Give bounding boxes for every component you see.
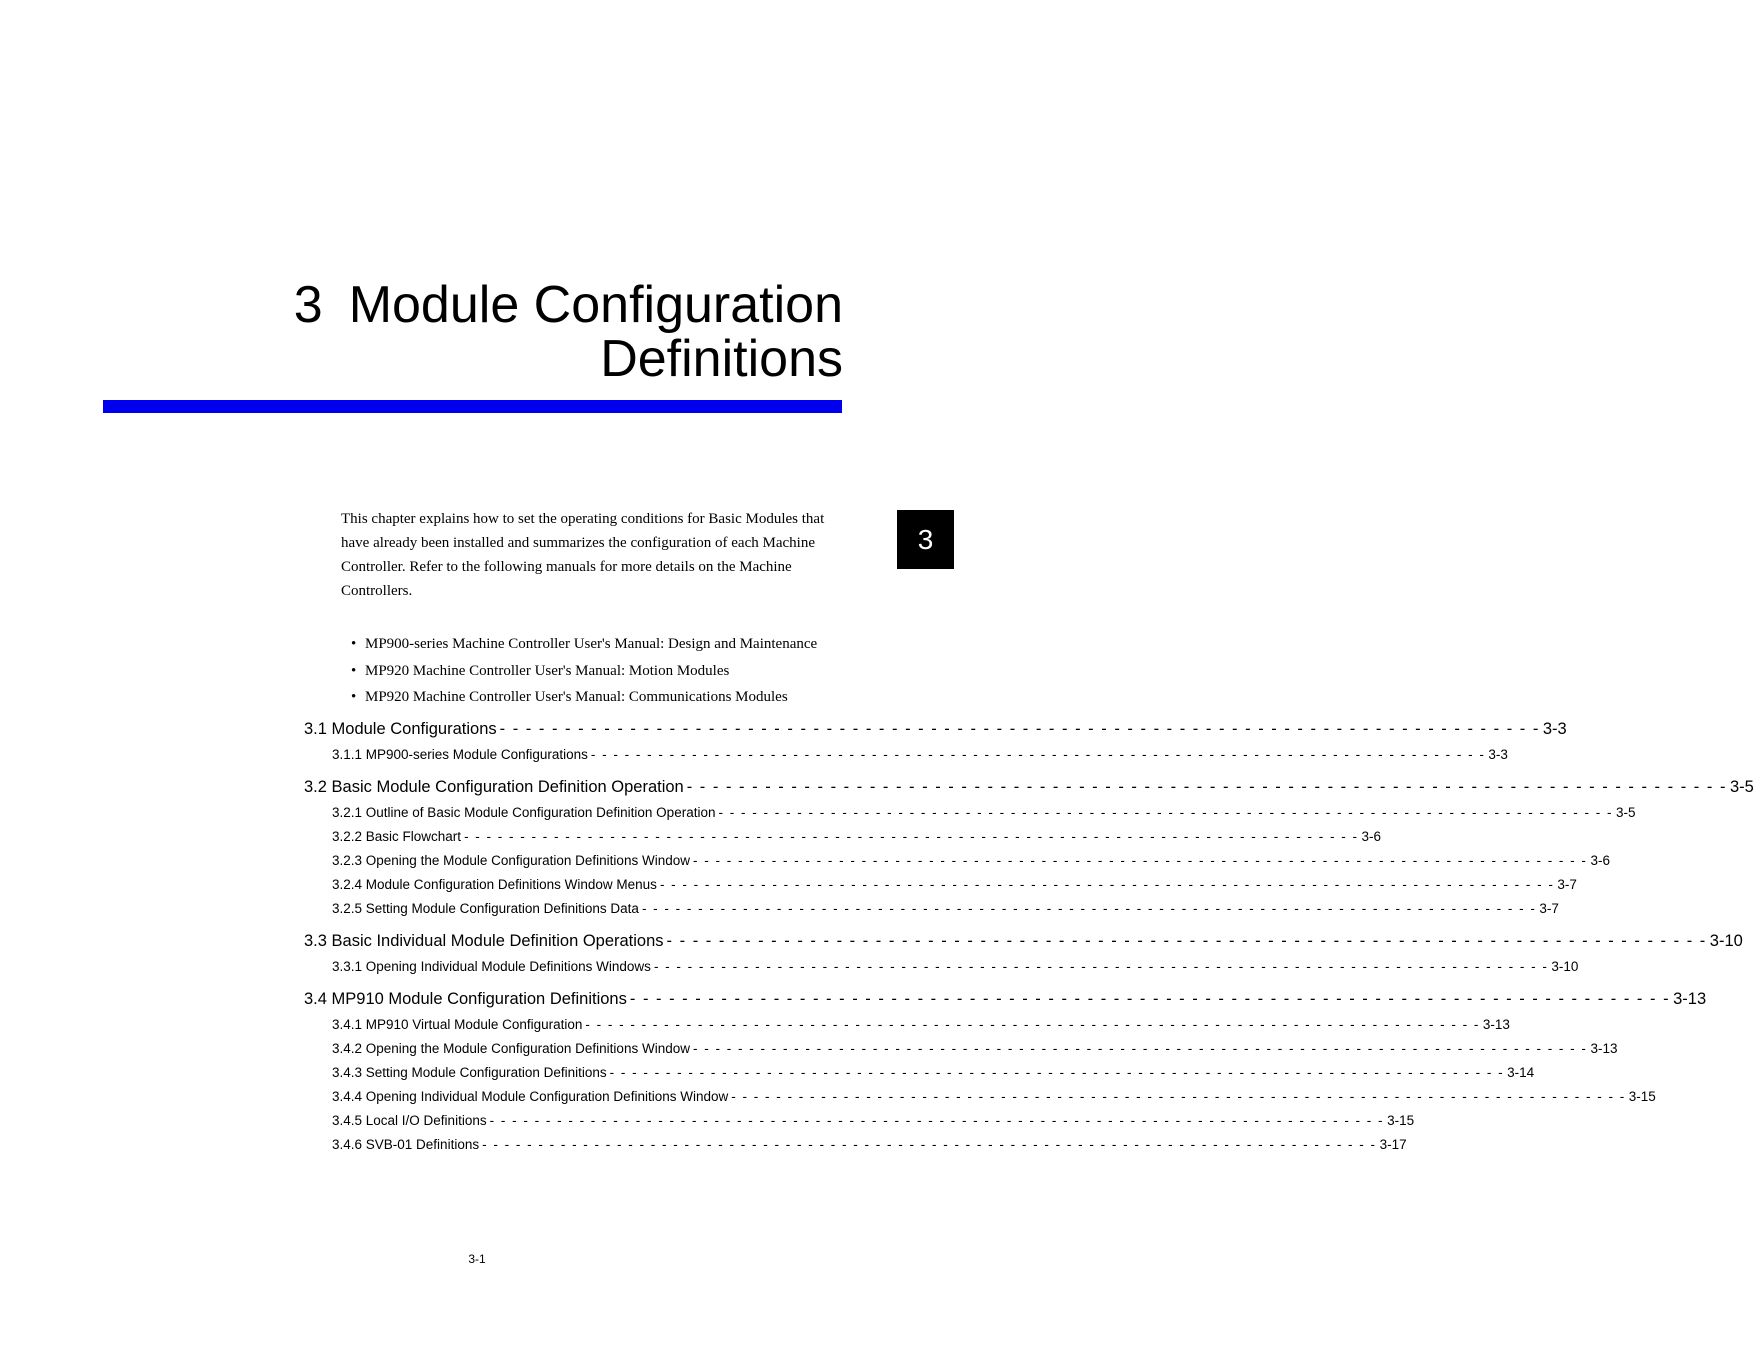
toc-leader: - - - - - - - - - - - - - - - - - - - - - - - - - - - - - - - - - - - - - - - - - - - - - - - - - - - - - - - - - - - - - - - - - - - - - - - - - - - - - - - - [692,853,1588,868]
toc-leader: - - - - - - - - - - - - - - - - - - - - - - - - - - - - - - - - - - - - - - - - - - - - - - - - - - - - - - - - - - - - - - - - - - - - - - - - - - - - - - - - [731,1089,1626,1104]
toc-entry-page: 3-3 [1542,720,1567,738]
toc-entry-subsection[interactable] [332,747,1508,765]
manual-list-item [351,631,817,658]
toc-leader: - - - - - - - - - - - - - - - - - - - - - - - - - - - - - - - - - - - - - - - - - - - - - - - - - - - - - - - - - - - - - - - - - - - - - - - - - - - - - - - - [653,959,1549,974]
toc-leader: - - - - - - - - - - - - - - - - - - - - - - - - - - - - - - - - - - - - - - - - - - - - - - - - - - - - - - - - - - - - - - - - - - - - - - - - - - - - - - - - [499,720,1540,738]
manual-title: MP920 Machine Controller User's Manual: Communications Modules [365,689,788,705]
toc-leader: - - - - - - - - - - - - - - - - - - - - - - - - - - - - - - - - - - - - - - - - - - - - - - - - - - - - - - - - - - - - - - - - - - - - - - - - - - - - - - - - [489,1113,1385,1128]
toc-leader: - - - - - - - - - - - - - - - - - - - - - - - - - - - - - - - - - - - - - - - - - - - - - - - - - - - - - - - - - - - - - - - - - - - - - - - - - - - - - - - - [686,778,1727,796]
toc-entry-label: 3.4.2 Opening the Module Configuration Definitions Window [332,1041,690,1056]
toc-entry-subsection[interactable] [332,1041,1618,1059]
manual-list [351,631,817,711]
toc-entry-label: 3.4 MP910 Module Configuration Definitions [304,990,627,1008]
toc-entry-page: 3-15 [1387,1113,1415,1128]
toc-entry-page: 3-5 [1615,805,1636,820]
toc-leader: - - - - - - - - - - - - - - - - - - - - - - - - - - - - - - - - - - - - - - - - - - - - - - - - - - - - - - - - - - - - - - - - - - - - - - - - - - - - - - - - [641,901,1537,916]
toc-leader: - - - - - - - - - - - - - - - - - - - - - - - - - - - - - - - - - - - - - - - - - - - - - - - - - - - - - - - - - - - - - - - - - - - - - - - - - - - - - - - - [659,877,1555,892]
chapter-number: 3 [293,276,323,334]
toc-entry-subsection[interactable] [332,1113,1415,1131]
toc-leader: - - - - - - - - - - - - - - - - - - - - - - - - - - - - - - - - - - - - - - - - - - - - - - - - - - - - - - - - - - - - - - - - - - - - - - - - - - - - - - - - [692,1041,1588,1056]
toc-entry-label: 3.2.4 Module Configuration Definitions Window Menus [332,877,657,892]
toc-entry-page: 3-13 [1590,1041,1618,1056]
toc-entry-subsection[interactable] [332,829,1382,847]
toc-entry-subsection[interactable] [332,1065,1535,1083]
toc-leader: - - - - - - - - - - - - - - - - - - - - - - - - - - - - - - - - - - - - - - - - - - - - - - - - - - - - - - - - - - - - - - - - - - - - - - - - - - - - - - - - [629,990,1671,1008]
toc-entry-page: 3-10 [1709,932,1743,950]
manual-title: MP920 Machine Controller User's Manual: Motion Modules [365,662,730,679]
bullet-icon: • [351,662,357,679]
toc-entry-label: 3.1.1 MP900-series Module Configurations [332,747,588,762]
toc-entry-label: 3.1 Module Configurations [304,720,497,738]
toc-leader: - - - - - - - - - - - - - - - - - - - - - - - - - - - - - - - - - - - - - - - - - - - - - - - - - - - - - - - - - - - - - - - - - - - - - - - - - - - - - - - - [590,747,1486,762]
toc-leader: - - - - - - - - - - - - - - - - - - - - - - - - - - - - - - - - - - - - - - - - - - - - - - - - - - - - - - - - - - - - - - - - - - - - - - - - - - - - - - - - [482,1137,1377,1152]
toc-entry-page: 3-7 [1557,877,1577,892]
toc-entry-subsection[interactable] [332,853,1610,871]
toc-entry-subsection[interactable] [332,877,1577,895]
chapter-tab [897,510,954,569]
toc-leader: - - - - - - - - - - - - - - - - - - - - - - - - - - - - - - - - - - - - - - - - - - - - - - - - - - - - - - - - - - - - - - - - - - - - - - - - - - - - - - - - [585,1017,1480,1032]
toc-entry-page: 3-6 [1590,853,1610,868]
toc-entry-label: 3.4.3 Setting Module Configuration Definitions [332,1065,607,1080]
toc-entry-label: 3.4.4 Opening Individual Module Configuration Definitions Window [332,1089,729,1104]
toc-entry-subsection[interactable] [332,901,1559,919]
toc-entry-page: 3-13 [1673,990,1707,1008]
toc-entry-subsection[interactable] [332,1137,1407,1155]
chapter-tab-number: 3 [917,523,934,555]
toc-entry-page: 3-10 [1551,959,1579,974]
toc-entry-section[interactable] [304,778,1754,800]
toc-entry-label: 3.3.1 Opening Individual Module Definitions Windows [332,959,651,974]
toc-entry-label: 3.4.1 MP910 Virtual Module Configuration [332,1017,583,1032]
toc-entry-label: 3.2.1 Outline of Basic Module Configuration Definition Operation [332,805,716,820]
chapter-title-line1 [294,278,843,332]
toc-entry-subsection[interactable] [332,805,1636,823]
toc-entry-page: 3-13 [1482,1017,1510,1032]
manual-list-item [351,658,817,685]
toc-entry-label: 3.2.5 Setting Module Configuration Definitions Data [332,901,639,916]
toc-entry-page: 3-5 [1729,778,1754,796]
toc-entry-label: 3.2.2 Basic Flowchart [332,829,462,844]
toc-entry-page: 3-15 [1628,1089,1656,1104]
toc-entry-subsection[interactable] [332,959,1579,977]
toc-leader: - - - - - - - - - - - - - - - - - - - - - - - - - - - - - - - - - - - - - - - - - - - - - - - - - - - - - - - - - - - - - - - - - - - - - - - - - - - - - - - - [718,805,1613,820]
manual-title: MP900-series Machine Controller User's Manual: Design and Maintenance [365,636,818,652]
toc-leader: - - - - - - - - - - - - - - - - - - - - - - - - - - - - - - - - - - - - - - - - - - - - - - - - - - - - - - - - - - - - - - - - - - - - - - - - - - - - - - - - [609,1065,1505,1080]
toc-entry-page: 3-14 [1507,1065,1535,1080]
toc-entry-label: 3.2.3 Opening the Module Configuration Definitions Window [332,853,690,868]
toc-entry-label: 3.4.5 Local I/O Definitions [332,1113,487,1128]
page-number: 3-1 [468,1252,486,1266]
toc-leader: - - - - - - - - - - - - - - - - - - - - - - - - - - - - - - - - - - - - - - - - - - - - - - - - - - - - - - - - - - - - - - - - - - - - - - - - - - - - - - - - [464,829,1359,844]
manual-list-item [351,684,817,711]
chapter-title-text-1: Module Configuration [348,276,843,334]
toc-entry-label: 3.2 Basic Module Configuration Definition Operation [304,778,684,796]
toc-entry-page: 3-7 [1539,901,1559,916]
toc-entry-label: 3.3 Basic Individual Module Definition Operations [304,932,664,950]
toc-entry-label: 3.4.6 SVB-01 Definitions [332,1137,480,1152]
toc-entry-section[interactable] [304,720,1567,742]
toc-leader: - - - - - - - - - - - - - - - - - - - - - - - - - - - - - - - - - - - - - - - - - - - - - - - - - - - - - - - - - - - - - - - - - - - - - - - - - - - - - - - - [666,932,1707,950]
bullet-icon: • [351,689,357,705]
toc-entry-subsection[interactable] [332,1089,1656,1107]
toc-entry-section[interactable] [304,990,1707,1012]
title-divider-bar [103,400,842,413]
bullet-icon: • [351,636,357,652]
toc-entry-subsection[interactable] [332,1017,1510,1035]
chapter-title-line2: Definitions [600,330,843,388]
toc-entry-section[interactable] [304,932,1743,954]
toc-entry-page: 3-6 [1361,829,1382,844]
toc-entry-page: 3-3 [1488,747,1508,762]
toc-entry-page: 3-17 [1379,1137,1407,1152]
intro-paragraph: This chapter explains how to set the operating conditions for Basic Modules that have already been installed and summarizes the configuration of each Machine Controller. Refer to the following manuals for more details on the Machine Controllers. [341,511,825,599]
chapter-title [294,278,843,386]
